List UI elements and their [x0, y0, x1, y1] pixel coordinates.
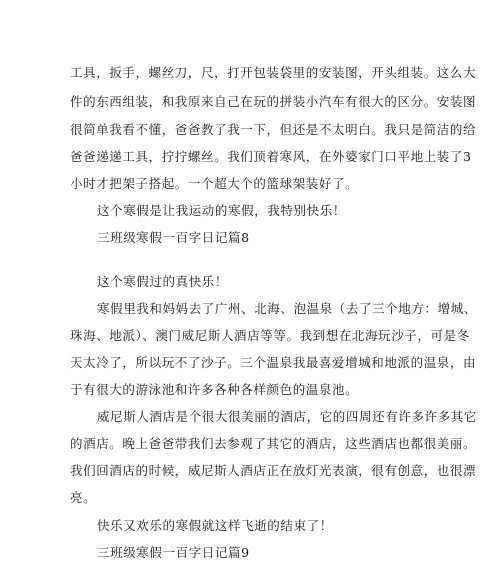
paragraph-line: 的酒店。晚上爸爸带我们去参观了其它的酒店，这些酒店也都很美丽。 [70, 436, 477, 451]
paragraph-line: 亮。 [70, 490, 97, 505]
paragraph-line: 威尼斯人酒店是个很大很美丽的酒店，它的四周还有许多许多其它 [97, 409, 477, 424]
paragraph-line: 寒假里我和妈妈去了广州、北海、泡温泉（去了三个地方：增城、 [97, 301, 477, 316]
paragraph-line: 小时才把架子搭起。一个超大个的篮球架装好了。 [70, 176, 359, 191]
paragraph-line: 件的东西组装，和我原来自己在玩的拼装小汽车有很大的区分。安装图 [70, 94, 477, 109]
paragraph-line: 珠海、地派）、澳门威尼斯人酒店等等。我到想在北海玩沙子，可是冬 [70, 328, 470, 343]
paragraph-line: 快乐又欢乐的寒假就这样飞逝的结束了！ [97, 518, 333, 533]
paragraph-line: 爸爸递递工具，拧拧螺丝。我们顶着寒风，在外婆家门口平地上装了3 [70, 149, 472, 164]
paragraph-line: 很简单我看不懂，爸爸教了我一下，但还是不太明白。我只是简洁的给 [70, 122, 477, 137]
section-heading: 三班级寒假一百字日记篇9 [97, 545, 250, 560]
section-heading: 三班级寒假一百字日记篇8 [97, 230, 250, 245]
paragraph-line: 我们回酒店的时候，威尼斯人酒店正在放灯光表演，很有创意，也很漂 [70, 463, 477, 478]
paragraph-line: 这个寒假是让我运动的寒假，我特别快乐！ [97, 203, 346, 218]
paragraph-line: 这个寒假过的真快乐！ [97, 274, 229, 289]
paragraph-line: 工具，扳手，螺丝刀，尺，打开包装袋里的安装图，开头组装。这么大 [70, 65, 477, 80]
paragraph-line: 天太冷了，所以玩不了沙子。三个温泉我最喜爱增城和地派的温泉，由 [70, 355, 477, 370]
paragraph-line: 于有很大的游泳池和许多各种各样颜色的温泉池。 [70, 382, 359, 397]
